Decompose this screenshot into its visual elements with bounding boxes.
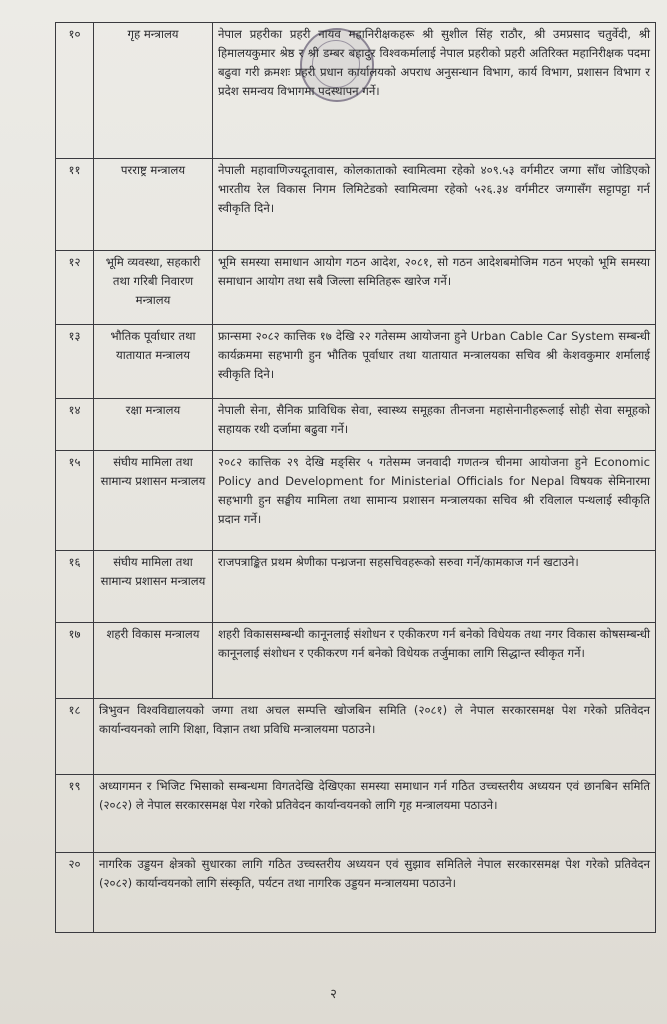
table-row bbox=[56, 551, 656, 623]
decision-text: नागरिक उड्डयन क्षेत्रको सुधारका लागि गठित उच्चस्तरीय अध्ययन एवं सुझाव समितिले नेपाल सरकारसमक्ष पेश गरेको प्रतिवेदन (२०८२) कार्यान्वयनको लागि संस्कृति, पर्यटन तथा नागरिक उड्डयन मन्त्रालयमा पठाउने। bbox=[94, 853, 656, 933]
decision-text: २०८२ कात्तिक २९ देखि मङ्सिर ५ गतेसम्म जनवादी गणतन्त्र चीनमा आयोजना हुने Economic Policy and Development for Ministerial Officials for Nepal विषयक सेमिनारमा सहभागी हुन सङ्घीय मामिला तथा सामान्य प्रशासन मन्त्रालयका सचिव श्री रविलाल पन्थलाई स्वीकृति प्रदान गर्ने। bbox=[213, 451, 656, 551]
row-number: १४ bbox=[56, 399, 94, 451]
row-number: १३ bbox=[56, 325, 94, 399]
row-number: १६ bbox=[56, 551, 94, 623]
decision-text: नेपाली सेना, सैनिक प्राविधिक सेवा, स्वास्थ्य समूहका तीनजना महासेनानीहरूलाई सोही सेवा समूहको सहायक रथी दर्जामा बढुवा गर्ने। bbox=[213, 399, 656, 451]
decision-text: राजपत्राङ्कित प्रथम श्रेणीका पन्ध्रजना सहसचिवहरूको सरुवा गर्ने/कामकाज गर्न खटाउने। bbox=[213, 551, 656, 623]
row-number: १० bbox=[56, 23, 94, 159]
decision-text: नेपाली महावाणिज्यदूतावास, कोलकाताको स्वामित्वमा रहेको ४०९.५३ वर्गमीटर जग्गा साँध जोडिएको भारतीय रेल विकास निगम लिमिटेडको स्वामित्वमा रहेको ५२६.३४ वर्गमीटर जग्गासँग सट्टापट्टा गर्न स्वीकृति दिने। bbox=[213, 159, 656, 251]
decision-text: फ्रान्समा २०८२ कात्तिक १७ देखि २२ गतेसम्म आयोजना हुने Urban Cable Car System सम्बन्धी कार्यक्रममा सहभागी हुन भौतिक पूर्वाधार तथा यातायात मन्त्रालयका सचिव श्री केशवकुमार शर्मालाई स्वीकृति दिने। bbox=[213, 325, 656, 399]
table-row bbox=[56, 23, 656, 159]
decision-text: शहरी विकाससम्बन्धी कानूनलाई संशोधन र एकीकरण गर्न बनेको विधेयक तथा नगर विकास कोषसम्बन्धी कानूनलाई संशोधन र एकीकरण गर्न बनेको विधेयक तर्जुमाका लागि सिद्धान्त स्वीकृत गर्ने। bbox=[213, 623, 656, 699]
ministry-name: संघीय मामिला तथा सामान्य प्रशासन मन्त्रालय bbox=[94, 551, 213, 623]
decision-text: त्रिभुवन विश्वविद्यालयको जग्गा तथा अचल सम्पत्ति खोजबिन समिति (२०८१) ले नेपाल सरकारसमक्ष पेश गरेको प्रतिवेदन कार्यान्वयनको लागि शिक्षा, विज्ञान तथा प्रविधि मन्त्रालयमा पठाउने। bbox=[94, 699, 656, 775]
row-number: १९ bbox=[56, 775, 94, 853]
ministry-name: रक्षा मन्त्रालय bbox=[94, 399, 213, 451]
row-number: २० bbox=[56, 853, 94, 933]
table-row bbox=[56, 325, 656, 399]
row-number: १५ bbox=[56, 451, 94, 551]
ministry-name: भौतिक पूर्वाधार तथा यातायात मन्त्रालय bbox=[94, 325, 213, 399]
page-number: २ bbox=[330, 987, 337, 1002]
ministry-name: भूमि व्यवस्था, सहकारी तथा गरिबी निवारण मन्त्रालय bbox=[94, 251, 213, 325]
row-number: १८ bbox=[56, 699, 94, 775]
table-row bbox=[56, 399, 656, 451]
table-row bbox=[56, 159, 656, 251]
row-number: ११ bbox=[56, 159, 94, 251]
row-number: १२ bbox=[56, 251, 94, 325]
ministry-name: परराष्ट्र मन्त्रालय bbox=[94, 159, 213, 251]
table-row bbox=[56, 251, 656, 325]
decision-text: नेपाल प्रहरीका प्रहरी नायव महानिरीक्षकहरू श्री सुशील सिंह राठौर, श्री उमप्रसाद चतुर्वेदी, श्री हिमालयकुमार श्रेष्ठ र श्री डम्बर बहादुर विश्वकर्मालाई नेपाल प्रहरीको प्रहरी अतिरिक्त महानिरीक्षक पदमा बढुवा गरी क्रमशः प्रहरी प्रधान कार्यालयको अपराध अनुसन्धान विभाग, कार्य विभाग, प्रशासन विभाग र प्रदेश समन्वय विभागमा पदस्थापन गर्ने। bbox=[213, 23, 656, 159]
decision-table bbox=[55, 22, 656, 933]
table-row bbox=[56, 623, 656, 699]
ministry-name: संघीय मामिला तथा सामान्य प्रशासन मन्त्रालय bbox=[94, 451, 213, 551]
ministry-name: गृह मन्त्रालय bbox=[94, 23, 213, 159]
table-row bbox=[56, 699, 656, 775]
ministry-name: शहरी विकास मन्त्रालय bbox=[94, 623, 213, 699]
decision-text: भूमि समस्या समाधान आयोग गठन आदेश, २०८१, सो गठन आदेशबमोजिम गठन भएको भूमि समस्या समाधान आयोग तथा सबै जिल्ला समितिहरू खारेज गर्ने। bbox=[213, 251, 656, 325]
table-row bbox=[56, 775, 656, 853]
decision-text: अध्यागमन र भिजिट भिसाको सम्बन्धमा विगतदेखि देखिएका समस्या समाधान गर्न गठित उच्चस्तरीय अध्ययन एवं छानबिन समिति (२०८२) ले नेपाल सरकारसमक्ष पेश गरेको प्रतिवेदन कार्यान्वयनको लागि गृह मन्त्रालयमा पठाउने। bbox=[94, 775, 656, 853]
table-row bbox=[56, 451, 656, 551]
row-number: १७ bbox=[56, 623, 94, 699]
table-row bbox=[56, 853, 656, 933]
